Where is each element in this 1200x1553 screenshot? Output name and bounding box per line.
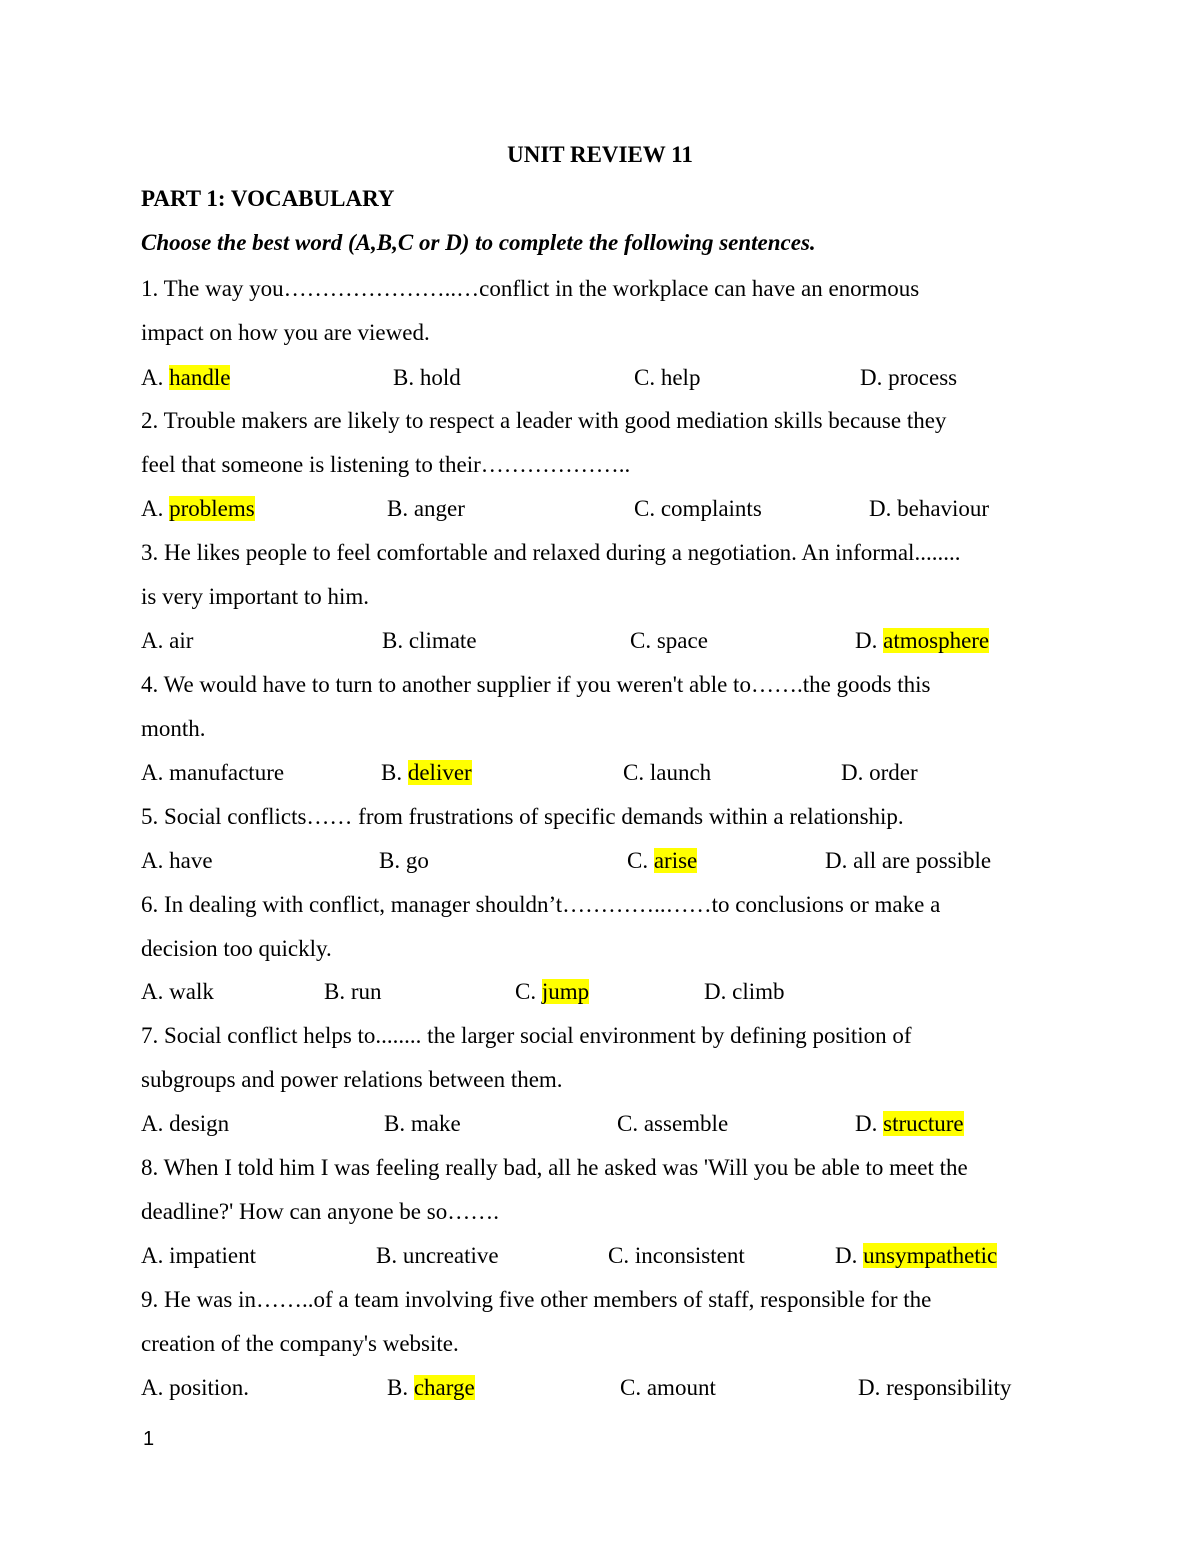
option-letter: B. [393, 365, 420, 390]
question-6-line-2: decision too quickly. [141, 936, 332, 961]
question-9-option-c [620, 1373, 716, 1403]
question-4-line-2: month. [141, 716, 206, 741]
option-text: uncreative [402, 1243, 499, 1268]
highlighted-answer: problems [169, 496, 255, 521]
question-6-line-1: 6. In dealing with conflict, manager shouldn’t…………..……to conclusions or make a [141, 892, 941, 917]
question-8-option-a [141, 1241, 256, 1271]
question-9-option-d [858, 1373, 1011, 1403]
option-letter: B. [379, 848, 406, 873]
question-7-line-2: subgroups and power relations between them. [141, 1067, 563, 1092]
option-letter: C. [620, 1375, 647, 1400]
highlighted-answer: deliver [407, 760, 472, 785]
question-9-option-a [141, 1373, 249, 1403]
question-4-option-b [381, 758, 472, 788]
question-8-line-1: 8. When I told him I was feeling really bad, all he asked was 'Will you be able to meet the [141, 1155, 968, 1180]
question-5-option-c [627, 846, 697, 876]
option-text: make [410, 1111, 461, 1136]
question-4-line-1: 4. We would have to turn to another supplier if you weren't able to…….the goods this [141, 672, 931, 697]
option-text: assemble [643, 1111, 729, 1136]
option-text: behaviour [897, 496, 990, 521]
highlighted-answer: arise [653, 848, 698, 873]
option-letter: A. [141, 848, 170, 873]
option-text: amount [646, 1375, 716, 1400]
question-3-option-b [382, 626, 477, 656]
option-letter: B. [324, 979, 351, 1004]
question-7-line-1: 7. Social conflict helps to........ the larger social environment by defining position of [141, 1023, 912, 1048]
question-7-option-a [141, 1109, 229, 1139]
option-text: climate [408, 628, 477, 653]
question-8-option-d [835, 1241, 997, 1271]
option-letter: A. [141, 979, 170, 1004]
question-9-option-b [387, 1373, 475, 1403]
option-letter: D. [858, 1375, 887, 1400]
highlighted-answer: handle [169, 365, 231, 390]
question-4-option-c [623, 758, 711, 788]
question-2-option-b [387, 494, 465, 524]
question-2-option-c [634, 494, 762, 524]
option-letter: B. [387, 1375, 414, 1400]
option-text: manufacture [169, 760, 285, 785]
question-3-option-c [630, 626, 708, 656]
option-text: complaints [660, 496, 762, 521]
question-8-option-c [608, 1241, 745, 1271]
question-1-option-b [393, 363, 461, 393]
question-2-line-1: 2. Trouble makers are likely to respect a leader with good mediation skills because they [141, 408, 947, 433]
option-text: impatient [169, 1243, 256, 1268]
question-2-line-2: feel that someone is listening to their……………….. [141, 452, 631, 477]
question-5-line-1: 5. Social conflicts…… from frustrations of specific demands within a relationship. [141, 804, 904, 829]
page-title: UNIT REVIEW 11 [507, 142, 693, 167]
question-6-option-b [324, 977, 382, 1007]
question-1-line-2: impact on how you are viewed. [141, 320, 430, 345]
option-text: design [169, 1111, 230, 1136]
highlighted-answer: atmosphere [883, 628, 990, 653]
option-letter: C. [608, 1243, 635, 1268]
option-letter: A. [141, 628, 170, 653]
question-2-option-a [141, 494, 255, 524]
instruction-text: Choose the best word (A,B,C or D) to complete the following sentences. [141, 230, 816, 255]
highlighted-answer: jump [541, 979, 590, 1004]
option-text: air [169, 628, 194, 653]
question-6-option-d [704, 977, 785, 1007]
question-5-option-a [141, 846, 213, 876]
question-2-option-d [869, 494, 989, 524]
option-letter: B. [382, 628, 409, 653]
question-8-option-b [376, 1241, 499, 1271]
option-letter: C. [627, 848, 654, 873]
question-8-line-2: deadline?' How can anyone be so……. [141, 1199, 499, 1224]
option-letter: B. [384, 1111, 411, 1136]
option-text: process [888, 365, 958, 390]
question-1-option-a [141, 363, 230, 393]
option-letter: A. [141, 1375, 170, 1400]
option-letter: B. [387, 496, 414, 521]
question-1-line-1: 1. The way you…………………..…conflict in the workplace can have an enormous [141, 276, 920, 301]
option-letter: D. [855, 628, 884, 653]
option-text: hold [419, 365, 461, 390]
option-text: help [660, 365, 701, 390]
option-letter: C. [634, 365, 661, 390]
option-text: inconsistent [634, 1243, 745, 1268]
option-letter: A. [141, 760, 170, 785]
question-7-option-b [384, 1109, 461, 1139]
question-3-option-a [141, 626, 193, 656]
option-letter: D. [704, 979, 733, 1004]
option-letter: A. [141, 1111, 170, 1136]
highlighted-answer: charge [413, 1375, 475, 1400]
question-4-option-a [141, 758, 284, 788]
option-letter: C. [623, 760, 650, 785]
highlighted-answer: structure [883, 1111, 964, 1136]
option-text: walk [169, 979, 214, 1004]
question-4-option-d [841, 758, 918, 788]
option-text: space [656, 628, 708, 653]
question-3-option-d [855, 626, 989, 656]
question-7-option-c [617, 1109, 728, 1139]
option-text: all are possible [853, 848, 992, 873]
page-number: 1 [143, 1428, 155, 1450]
option-text: order [869, 760, 918, 785]
question-3-line-1: 3. He likes people to feel comfortable and relaxed during a negotiation. An informal........ [141, 540, 961, 565]
option-letter: C. [515, 979, 542, 1004]
question-5-option-d [825, 846, 991, 876]
option-text: position. [169, 1375, 249, 1400]
question-3-line-2: is very important to him. [141, 584, 370, 609]
option-letter: A. [141, 1243, 170, 1268]
option-letter: C. [617, 1111, 644, 1136]
option-letter: D. [860, 365, 889, 390]
option-text: go [405, 848, 429, 873]
option-letter: B. [376, 1243, 403, 1268]
option-text: run [350, 979, 382, 1004]
option-text: launch [649, 760, 712, 785]
option-letter: D. [869, 496, 898, 521]
question-5-option-b [379, 846, 429, 876]
highlighted-answer: unsympathetic [863, 1243, 998, 1268]
option-letter: A. [141, 496, 170, 521]
question-6-option-c [515, 977, 589, 1007]
question-6-option-a [141, 977, 214, 1007]
option-letter: C. [630, 628, 657, 653]
question-9-line-1: 9. He was in……..of a team involving five other members of staff, responsible for the [141, 1287, 932, 1312]
question-9-line-2: creation of the company's website. [141, 1331, 459, 1356]
option-letter: D. [825, 848, 854, 873]
option-text: anger [413, 496, 465, 521]
option-text: responsibility [886, 1375, 1012, 1400]
option-text: climb [732, 979, 785, 1004]
option-letter: A. [141, 365, 170, 390]
question-1-option-d [860, 363, 957, 393]
option-letter: D. [835, 1243, 864, 1268]
option-letter: D. [841, 760, 870, 785]
part-heading: PART 1: VOCABULARY [141, 186, 395, 211]
option-letter: B. [381, 760, 408, 785]
question-7-option-d [855, 1109, 964, 1139]
option-letter: C. [634, 496, 661, 521]
option-letter: D. [855, 1111, 884, 1136]
option-text: have [169, 848, 213, 873]
question-1-option-c [634, 363, 700, 393]
